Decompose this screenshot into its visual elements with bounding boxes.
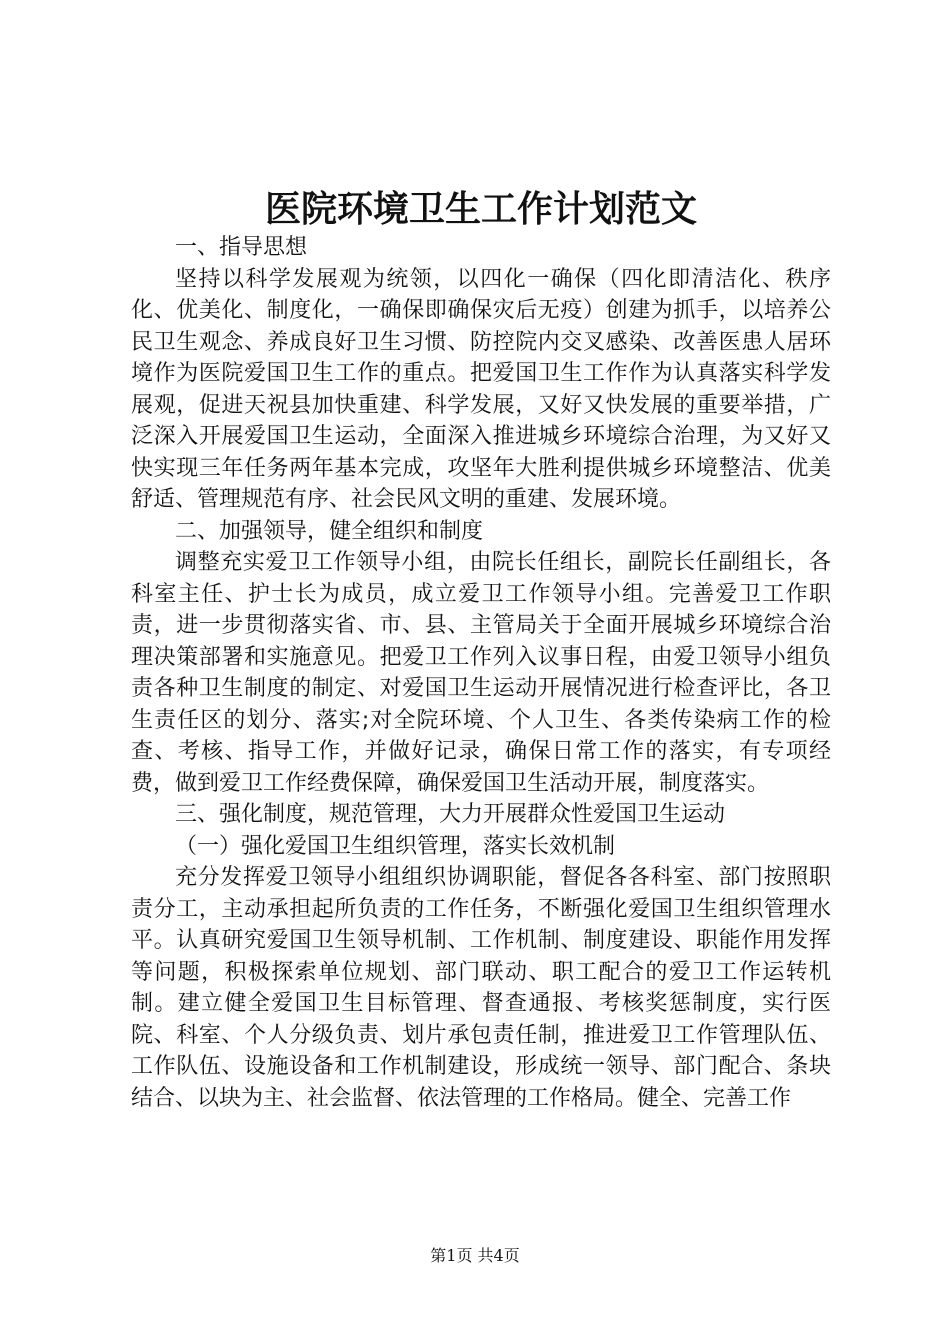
document-body: [131, 232, 831, 1114]
section-heading-1: 一、指导思想: [175, 235, 308, 260]
paragraph-3: 充分发挥爱卫领导小组组织协调职能，督促各各科室、部门按照职责分工，主动承担起所负责的工作任务，不断强化爱国卫生组织管理水平。认真研究爱国卫生领导机制、工作机制、制度建设、职能作用发挥等问题，积极探索单位规划、部门联动、职工配合的爱卫工作运转机制。建立健全爱国卫生目标管理、督查通报、考核奖惩制度，实行医院、科室、个人分级负责、划片承包责任制，推进爱卫工作管理队伍、工作队伍、设施设备和工作机制建设，形成统一领导、部门配合、条块结合、以块为主、社会监督、依法管理的工作格局。健全、完善工作: [131, 865, 831, 1111]
subsection-heading-3-1: （一）强化爱国卫生组织管理，落实长效机制: [175, 833, 616, 859]
page-number: 第1页 共4页: [430, 1246, 520, 1265]
section-heading-2: 二、加强领导，健全组织和制度: [175, 518, 484, 544]
section-heading-3: 三、强化制度，规范管理，大力开展群众性爱国卫生运动: [175, 802, 726, 827]
document-title: 医院环境卫生工作计划范文: [264, 188, 697, 230]
paragraph-1: 坚持以科学发展观为统领，以四化一确保（四化即清洁化、秩序化、优美化、制度化，一确保即确保灾后无疫）创建为抓手，以培养公民卫生观念、养成良好卫生习惯、防控院内交叉感染、改善医患人居环境作为医院爱国卫生工作的重点。把爱国卫生工作作为认真落实科学发展观，促进天祝县加快重建、科学发展，又好又快发展的重要举措，广泛深入开展爱国卫生运动，全面深入推进城乡环境综合治理，为又好又快实现三年任务两年基本完成，攻坚年大胜利提供城乡环境整洁、优美舒适、管理规范有序、社会民风文明的重建、发展环境。: [131, 266, 831, 512]
paragraph-2: 调整充实爱卫工作领导小组，由院长任组长，副院长任副组长，各科室主任、护士长为成员，成立爱卫工作领导小组。完善爱卫工作职责，进一步贯彻落实省、市、县、主管局关于全面开展城乡环境综合治理决策部署和实施意见。把爱卫工作列入议事日程，由爱卫领导小组负责各种卫生制度的制定、对爱国卫生运动开展情况进行检查评比，各卫生责任区的划分、落实;对全院环境、个人卫生、各类传染病工作的检查、考核、指导工作，并做好记录，确保日常工作的落实，有专项经费，做到爱卫工作经费保障，确保爱国卫生活动开展，制度落实。: [131, 550, 831, 796]
document-content: [131, 186, 831, 1114]
